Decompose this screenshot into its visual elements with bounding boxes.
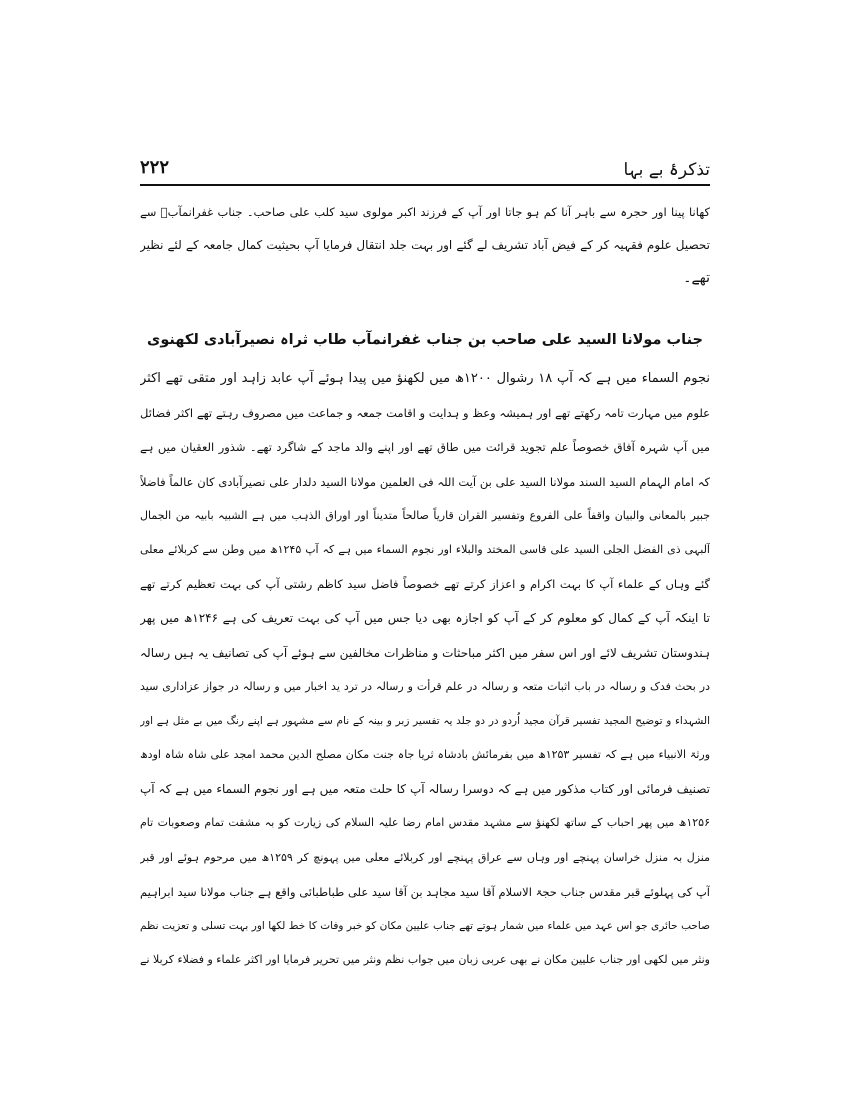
text-line: تھے۔ bbox=[683, 270, 710, 286]
page-header bbox=[140, 155, 710, 185]
running-title: تذکرۂ بے بہا bbox=[623, 160, 710, 180]
text-line: نجوم السماء میں ہے کہ آپ ۱۸ رشوال ۱۲۰۰ھ میں لکھنؤ میں پیدا ہوئے آپ عابد زاہد اور متقی تھے اکثر bbox=[140, 371, 710, 386]
text-line: جبیر بالمعانی والبیان واقفاً علی الفروع وتفسیر القران قاریاً صالحاً متدیناً اور اوراق الذہب میں ہے الشبیہ بابیہ من الجمال bbox=[140, 508, 710, 522]
text-line: ونثر میں لکھی اور جناب علیین مکان نے بھی عربی زبان میں جواب نظم ونثر میں تحریر فرمایا اور اکثر علماء و فضلاء کربلا نے bbox=[140, 953, 710, 967]
text-line: علوم میں مہارت تامہ رکھتے تھے اور ہمیشہ وعظ و ہدایت و اقامت جمعہ و جماعت میں مصروف رہتے تھے اکثر فضائل bbox=[140, 406, 710, 421]
text-line: آپ کی پہلوئے قبر مقدس جناب حجۃ الاسلام آقا سید مجاہد بن آقا سید علی طباطبائی واقع ہے جناب مولانا سید ابراہیم bbox=[140, 884, 710, 899]
header-rule bbox=[140, 184, 710, 186]
text-line: گئے وہاں کے علماء آپ کا بہت اکرام و اعزاز کرتے تھے خصوصاً فاضل سید کاظم رشتی آپ کی بہت تعظیم کرتے تھے bbox=[140, 577, 710, 592]
text-line: کہ امام الہمام السید السند مولانا السید علی بن آیت اللہ فی العلمین مولانا السید دلدار علی نصیرآبادی کان عالماً فاضلاً bbox=[140, 474, 710, 489]
text-line: میں آپ شہرہ آفاق خصوصاً علم تجوید قرائت میں طاق تھے اور اپنے والد ماجد کے شاگرد تھے۔ شذور العقیان میں ہے bbox=[140, 440, 710, 455]
text-line: صاحب حائری جو اس عہد میں علماء میں شمار ہوتے تھے جناب علیین مکان کو خبر وفات کا خط لکھا اور بہت تسلی و تعزیت نظم bbox=[140, 920, 710, 932]
text-line: ہندوستان تشریف لائے اور اس سفر میں اکثر مباحثات و مناظرات مخالفین سے ہوئے آپ کی تصانیف یہ ہیں رسالہ bbox=[140, 645, 710, 660]
text-line: آلبہی ذی الفضل الجلی السید علی قاسی المختد والبلاء اور نجوم السماء میں ہے کہ آپ ۱۲۴۵ھ میں وطن سے کربلائے معلی bbox=[140, 542, 710, 556]
text-line: ۱۲۵۶ھ میں پھر احباب کے ساتھ لکھنؤ سے مشہد مقدس امام رضا علیہ السلام کی زیارت کو بہ مشقت تمام وصعوبات تام bbox=[140, 816, 710, 830]
page-number: ۲۲۲ bbox=[140, 157, 170, 178]
intro-paragraph bbox=[140, 196, 710, 295]
text-line: تا اینکہ آپ کے کمال کو معلوم کر کے آپ کو اجازہ بھی دیا جس میں آپ کی بہت تعریف کی ہے ۱۲۴۶ھ میں پھر bbox=[140, 611, 710, 626]
text-line: الشہداء و توضیح المجید تفسیر قرآن مجید اُردو در دو جلد یہ تفسیر زبر و بینہ کے نام سے مشہور ہے اپنے رنگ میں بے مثل ہے اور bbox=[140, 714, 710, 727]
text-line: ورثۃ الانبیاء میں ہے کہ تفسیر ۱۲۵۳ھ میں بفرمائش بادشاہ ثریا جاہ جنت مکان مصلح الدین محمد امجد علی شاہ شاہ اودھ bbox=[140, 748, 710, 762]
body-paragraph bbox=[140, 362, 710, 977]
text-line: در بحث فدک و رسالہ در باب اثبات متعہ و رسالہ در علم قرأت و رسالہ در ترد ید اخبار میں و رسالہ در جواز عزاداری سید bbox=[140, 679, 710, 693]
section-heading: جناب مولانا السید علی صاحب بن جناب غفرانمآب طاب ثراہ نصیرآبادی لکھنوی bbox=[147, 332, 703, 348]
text-line: تصنیف فرمائی اور کتاب مذکور میں ہے کہ دوسرا رسالہ آپ کا حلت متعہ میں ہے اور نجوم السماء میں ہے کہ آپ bbox=[140, 782, 710, 797]
text-line: منزل بہ منزل خراسان پہنچے اور وہاں سے عراق پہنچے اور کربلائے معلی میں پہونچ کر ۱۲۵۹ھ میں مرحوم ہوئے اور قبر bbox=[140, 850, 710, 864]
text-line: کھانا پینا اور حجرہ سے باہر آنا کم ہو جاتا اور آپ کے فرزند اکبر مولوی سید کلب علی صاحب۔ جناب غفرانمآبؒ سے bbox=[140, 205, 710, 219]
text-line: تحصیل علوم فقہیہ کر کے فیض آباد تشریف لے گئے اور بہت جلد انتقال فرمایا آپ بحیثیت کمال جامعہ کے لئے نظیر bbox=[140, 238, 710, 252]
